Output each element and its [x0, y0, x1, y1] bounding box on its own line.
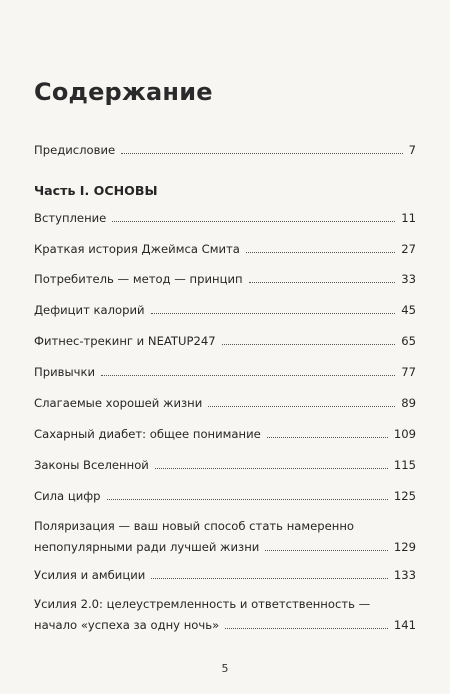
dot-leader [225, 628, 388, 629]
toc-entry-page: 109 [393, 427, 416, 441]
toc-entry[interactable] [34, 488, 416, 504]
toc-entry[interactable] [34, 271, 416, 287]
dot-leader [155, 468, 388, 469]
toc-entry-title-line1: Поляризация — ваш новый способ стать намеренно [34, 519, 354, 533]
dot-leader [267, 437, 388, 438]
dot-leader [107, 499, 388, 500]
toc-entry-page: 77 [401, 365, 416, 379]
dot-leader [249, 282, 396, 283]
toc-entry-page: 141 [393, 618, 416, 632]
toc-entry-page: 11 [401, 211, 416, 225]
toc-entry-title: Сахарный диабет: общее понимание [34, 427, 261, 441]
toc-entry[interactable] [34, 596, 416, 633]
toc-entry[interactable] [34, 567, 416, 583]
toc-entry-preface[interactable] [34, 142, 416, 158]
dot-leader [151, 313, 396, 314]
toc-entry[interactable] [34, 210, 416, 226]
toc-entry-page: 129 [393, 540, 416, 554]
part-name: ОСНОВЫ [93, 183, 158, 198]
toc-entry-title: Законы Вселенной [34, 458, 149, 472]
page-title: Содержание [34, 78, 213, 106]
toc-entry-title: Предисловие [34, 143, 116, 157]
toc-entry-title: Сила цифр [34, 489, 101, 503]
toc-entry-page: 125 [393, 489, 416, 503]
toc-entry-page: 33 [401, 272, 416, 286]
toc-entry-title-line1: Усилия 2.0: целеустремленность и ответственность — [34, 597, 371, 611]
toc-entry[interactable] [34, 426, 416, 442]
toc-entry[interactable] [34, 518, 416, 555]
toc-entry[interactable] [34, 364, 416, 380]
toc-entry[interactable] [34, 302, 416, 318]
toc-entry-title: Слагаемые хорошей жизни [34, 396, 203, 410]
toc-entry-title: начало «успеха за одну ночь» [34, 618, 220, 632]
page-number: 5 [221, 662, 229, 675]
toc-entry-page: 27 [401, 242, 416, 256]
toc-entry[interactable] [34, 457, 416, 473]
toc-entry-title: Краткая история Джеймса Смита [34, 242, 240, 256]
dot-leader [121, 153, 402, 154]
toc-entry-page: 45 [401, 303, 416, 317]
toc-entry-title: непопулярными ради лучшей жизни [34, 540, 260, 554]
dot-leader [208, 406, 395, 407]
toc-entry[interactable] [34, 333, 416, 349]
toc-entry-title: Привычки [34, 365, 95, 379]
toc-entry[interactable] [34, 395, 416, 411]
dot-leader [151, 578, 388, 579]
toc-entry-page: 115 [393, 458, 416, 472]
toc-entry-page: 89 [401, 396, 416, 410]
dot-leader [246, 252, 395, 253]
dot-leader [101, 375, 395, 376]
toc-entry-title: Фитнес-трекинг и NEATUP247 [34, 334, 216, 348]
dot-leader [265, 550, 388, 551]
dot-leader [112, 221, 395, 222]
toc-entry-title: Дефицит калорий [34, 303, 145, 317]
toc-entry-page: 65 [401, 334, 416, 348]
toc-entry-title: Усилия и амбиции [34, 568, 146, 582]
part-label: Часть I. [34, 183, 94, 198]
toc-entry-page: 133 [393, 568, 416, 582]
toc-entry[interactable] [34, 241, 416, 257]
part-heading [34, 183, 158, 198]
dot-leader [222, 344, 396, 345]
toc-entry-page: 7 [408, 143, 416, 157]
toc-entry-title: Вступление [34, 211, 107, 225]
toc-entry-title: Потребитель — метод — принцип [34, 272, 243, 286]
